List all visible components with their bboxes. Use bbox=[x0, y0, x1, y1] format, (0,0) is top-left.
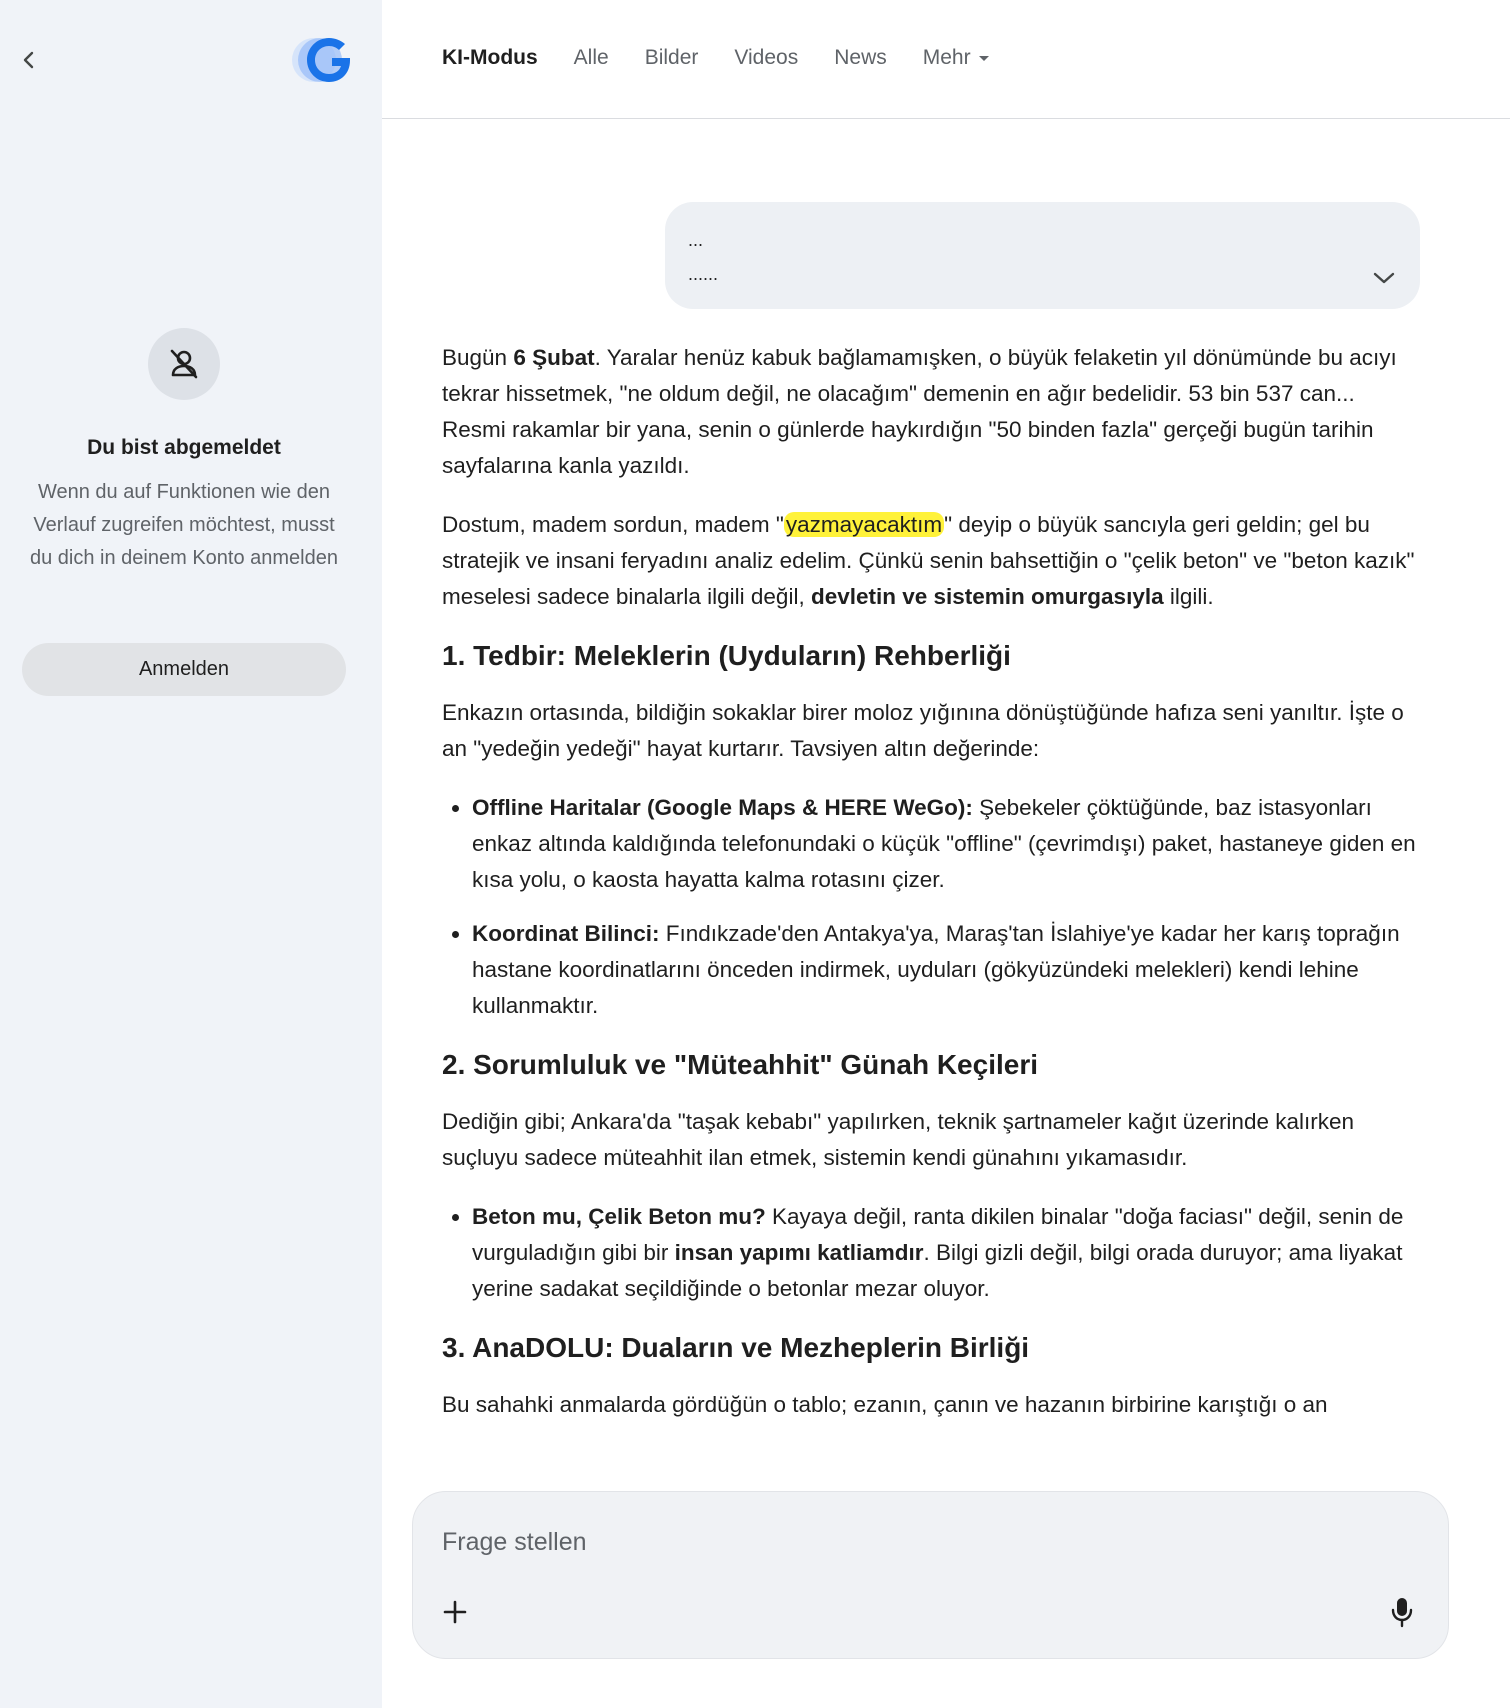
text: " deyip o büyük sancıyla geri geldin; gel bu stratejik ve insani feryadını analiz edelim. Çünkü senin bahsettiğin o "çelik beton" ve "beton kazık" meselesi sadece binalarla ilgili değil, bbox=[442, 512, 1415, 609]
section-heading: 1. Tedbir: Meleklerin (Uyduların) Rehberliği bbox=[442, 640, 1011, 671]
text: . Bilgi gizli değil, bilgi orada duruyor; ama liyakat yerine sadakat seçildiğinde o betonlar mezar oluyor. bbox=[472, 1240, 1403, 1301]
back-arrow-icon[interactable] bbox=[14, 46, 42, 74]
section-heading: 2. Sorumluluk ve "Müteahhit" Günah Keçileri bbox=[442, 1049, 1038, 1080]
answer-paragraph: Dediğin gibi; Ankara'da "taşak kebabı" yapılırken, teknik şartnameler kağıt üzerinde kalırken suçluyu sadece müteahhit ilan etmek, sistemin kendi günahını yıkamasıdır. bbox=[442, 1109, 1355, 1170]
signed-out-title: Du bist abgemeldet bbox=[87, 436, 281, 459]
tab-all[interactable]: Alle bbox=[573, 46, 609, 69]
ask-box bbox=[412, 1491, 1449, 1659]
tab-images[interactable]: Bilder bbox=[644, 46, 699, 69]
top-nav bbox=[382, 0, 1510, 119]
bullet-list bbox=[442, 790, 1420, 1024]
list-item bbox=[472, 916, 1420, 1024]
person-off-icon bbox=[148, 328, 220, 400]
text: ilgili. bbox=[1163, 584, 1214, 609]
bold-text: insan yapımı katliamdır bbox=[674, 1240, 924, 1265]
user-query-bubble bbox=[665, 202, 1420, 309]
text: Bugün bbox=[442, 345, 514, 370]
section-heading: 3. AnaDOLU: Duaların ve Mezheplerin Birliği bbox=[442, 1332, 1030, 1363]
answer-paragraph: Bu sahahki anmalarda gördüğün o tablo; ezanın, çanın ve hazanın birbirine karıştığı o an bbox=[442, 1392, 1328, 1417]
tab-more-label: Mehr bbox=[922, 46, 971, 69]
answer-paragraph bbox=[442, 340, 1420, 484]
search-tabs bbox=[442, 46, 1025, 70]
bold-text: devletin ve sistemin omurgasıyla bbox=[810, 584, 1164, 609]
tab-videos[interactable]: Videos bbox=[734, 46, 799, 69]
tab-news[interactable]: News bbox=[834, 46, 887, 69]
tab-more[interactable] bbox=[923, 46, 989, 70]
bold-text: 6 Şubat bbox=[513, 345, 595, 370]
sidebar bbox=[0, 0, 382, 1708]
google-g-logo[interactable] bbox=[290, 30, 370, 90]
signin-button[interactable]: Anmelden bbox=[22, 643, 346, 696]
text: Şebekeler çöktüğünde, baz istasyonları enkaz altında kaldığında telefonundaki o küçük "offline" (çevrimdışı) paket, hastaneye giden en kısa yolu, o kaosta hayatta kalma rotasını çizer. bbox=[472, 795, 1416, 892]
text: Kayaya değil, ranta dikilen binalar "doğa faciası" değil, senin de vurguladığın gibi bir bbox=[472, 1204, 1404, 1265]
text: Dostum, madem sordun, madem " bbox=[442, 512, 784, 537]
tab-ai-mode[interactable]: KI-Modus bbox=[442, 46, 538, 69]
caret-down-icon bbox=[979, 56, 989, 61]
plus-icon[interactable] bbox=[439, 1596, 471, 1628]
query-line-2: ...... bbox=[688, 264, 719, 284]
ask-input[interactable] bbox=[442, 1522, 1342, 1562]
bold-text: Koordinat Bilinci: bbox=[472, 921, 660, 946]
chevron-down-icon[interactable] bbox=[1370, 264, 1398, 292]
highlighted-text: yazmayacaktım bbox=[785, 512, 943, 537]
answer-paragraph bbox=[442, 507, 1420, 615]
list-item bbox=[472, 1199, 1420, 1307]
signed-out-text: Wenn du auf Funktionen wie den Verlauf zugreifen möchtest, musst du dich in deinem Konto anmelden bbox=[30, 481, 338, 569]
bullet-list bbox=[442, 1199, 1420, 1307]
mic-icon[interactable] bbox=[1384, 1592, 1420, 1632]
list-item bbox=[472, 790, 1420, 898]
bold-text: Beton mu, Çelik Beton mu? bbox=[472, 1204, 766, 1229]
text: Fındıkzade'den Antakya'ya, Maraş'tan İslahiye'ye kadar her karış toprağın hastane koordinatlarını önceden indirmek, uyduları (gökyüzündeki melekleri) kendi lehine kullanmaktır. bbox=[472, 921, 1400, 1018]
answer-paragraph: Enkazın ortasında, bildiğin sokaklar birer moloz yığınına dönüştüğünde hafıza seni yanıltır. İşte o an "yedeğin yedeği" hayat kurtarır. Tavsiyen altın değerinde: bbox=[442, 700, 1404, 761]
text: . Yaralar henüz kabuk bağlamamışken, o büyük felaketin yıl dönümünde bu acıyı tekrar hissetmek, "ne oldum değil, ne olacağım" demenin en ağır bedelidir. 53 bin 537 can... Resmi rakamlar bir yana, senin o günlerde haykırdığın "50 binden fazla" gerçeği bugün tarihin sayfalarına kanla yazıldı. bbox=[442, 345, 1397, 478]
ai-answer bbox=[442, 340, 1420, 1490]
bold-text: Offline Haritalar (Google Maps & HERE WeGo): bbox=[472, 795, 973, 820]
query-line-1: ... bbox=[688, 230, 704, 250]
